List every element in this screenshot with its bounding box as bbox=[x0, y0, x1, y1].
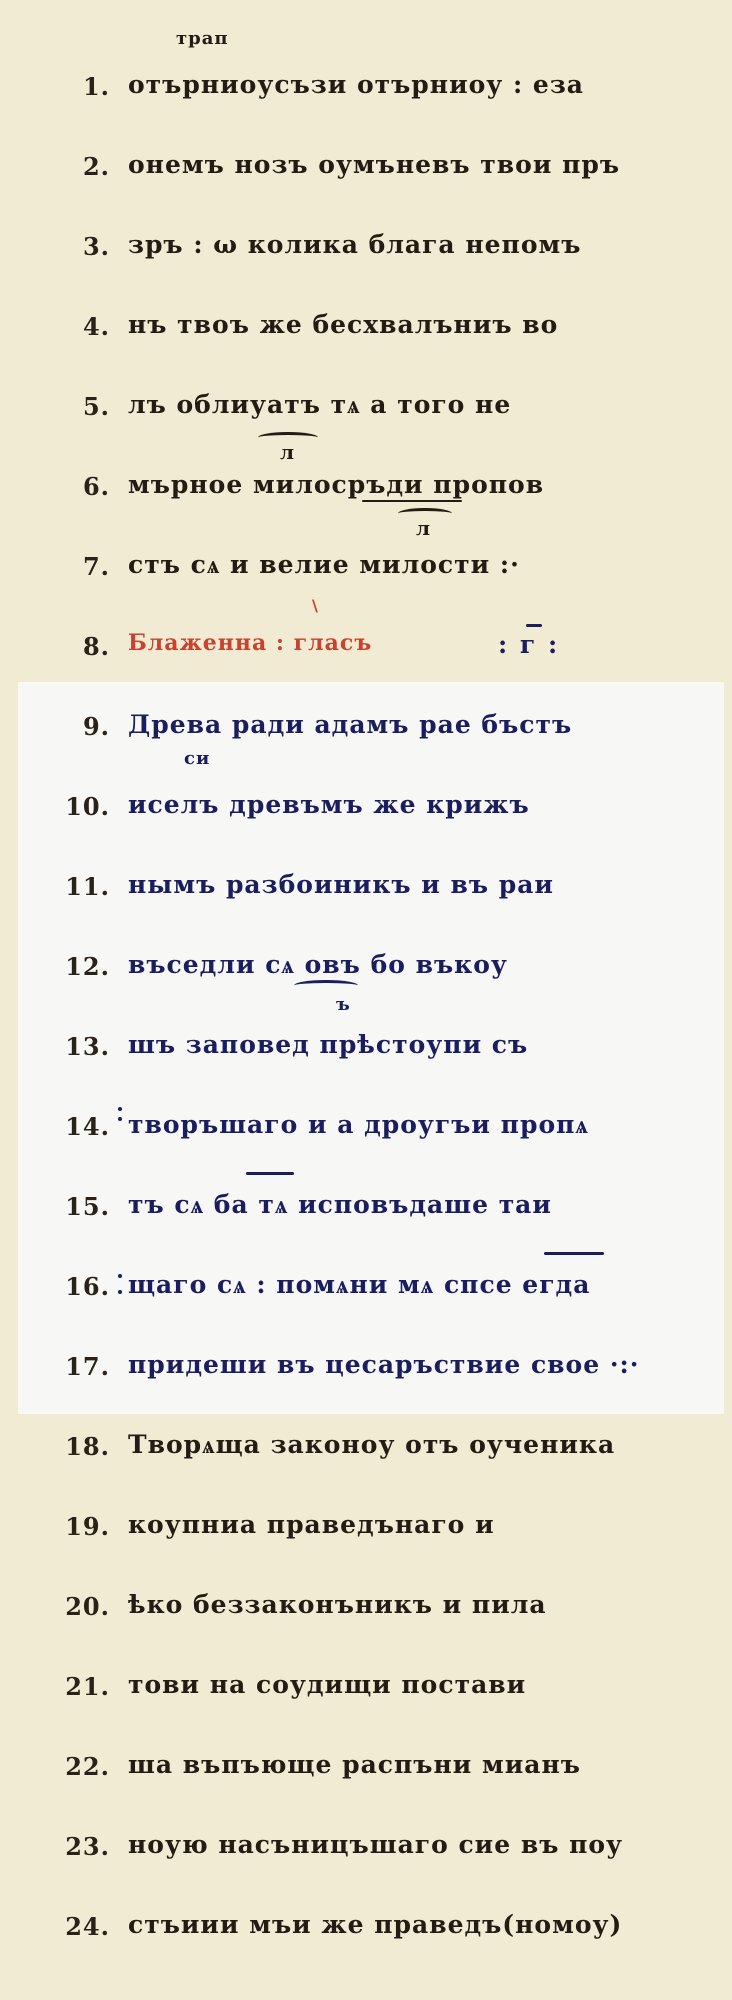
line-text: онемъ нозъ оумъневъ твои пръ bbox=[128, 150, 621, 179]
line-11 bbox=[0, 852, 732, 932]
line-number: 4. bbox=[82, 312, 110, 341]
line-21 bbox=[0, 1652, 732, 1732]
line13-superscript: ъ bbox=[336, 994, 351, 1015]
underline-mark bbox=[362, 500, 462, 502]
line-number: 7. bbox=[82, 552, 110, 581]
line-text: придеши въ цесаръствие свое ·:· bbox=[128, 1350, 640, 1379]
line-text: ѣко беззаконъникъ и пила bbox=[128, 1590, 547, 1619]
titlo-mark bbox=[526, 624, 542, 627]
titlo-mark bbox=[294, 980, 358, 991]
line-9 bbox=[0, 692, 732, 772]
line-4 bbox=[0, 292, 732, 372]
line-text: Блаженна : гласъ bbox=[128, 630, 373, 656]
line-text: нъ твоъ же бесхвалъниъ во bbox=[128, 310, 559, 339]
line-20 bbox=[0, 1572, 732, 1652]
line-text: щаго сѧ : помѧни мѧ спсе егда bbox=[128, 1270, 591, 1299]
line-text: стъиии мъи же праведъ(номоу) bbox=[128, 1910, 623, 1939]
line-18 bbox=[0, 1412, 732, 1492]
line-text: тови на соудищи постави bbox=[128, 1670, 527, 1699]
line-text: нымъ разбоиникъ и въ раи bbox=[128, 870, 554, 899]
line-text: шъ заповед прѣстоупи съ bbox=[128, 1030, 529, 1059]
line-number: 5. bbox=[82, 392, 110, 421]
line-8 bbox=[0, 612, 732, 692]
line-number: 10. bbox=[65, 792, 110, 821]
line-text: мърное милосръди пропов bbox=[128, 470, 545, 499]
line-19 bbox=[0, 1492, 732, 1572]
line6-superscript: л bbox=[280, 440, 296, 464]
line-number: 17. bbox=[65, 1352, 110, 1381]
line10-superscript: си bbox=[184, 748, 211, 769]
line-text: отърниоусъзи отърниоу : еза bbox=[128, 70, 584, 99]
line-number: 3. bbox=[82, 232, 110, 261]
line-number: 20. bbox=[65, 1592, 110, 1621]
tone-indicator: : г : bbox=[498, 630, 560, 659]
line-number: 13. bbox=[65, 1032, 110, 1061]
line-text: творъшаго и а дроугъи пропѧ bbox=[128, 1110, 589, 1139]
line-number: 1. bbox=[82, 72, 110, 101]
line-number: 8. bbox=[82, 632, 110, 661]
line-10 bbox=[0, 772, 732, 852]
line-1 bbox=[0, 52, 732, 132]
line-3 bbox=[0, 212, 732, 292]
line-7 bbox=[0, 532, 732, 612]
line-24 bbox=[0, 1892, 732, 1972]
line8-accent: \ bbox=[312, 596, 319, 615]
line7-superscript: л bbox=[416, 516, 432, 540]
line-text: коупниа праведънаго и bbox=[128, 1510, 495, 1539]
line-number: 9. bbox=[82, 712, 110, 741]
line-23 bbox=[0, 1812, 732, 1892]
line-text: въседли сѧ овъ бо въкоу bbox=[128, 950, 508, 979]
line-text: стъ сѧ и велие милости :· bbox=[128, 550, 520, 579]
line-number: 22. bbox=[65, 1752, 110, 1781]
line-text: Древа ради адамъ рае бъстъ bbox=[128, 710, 573, 739]
line-16 bbox=[0, 1252, 732, 1332]
line-number: 2. bbox=[82, 152, 110, 181]
top-superscript: трап bbox=[176, 28, 229, 49]
line-text: лъ облиуатъ тѧ а того не bbox=[128, 390, 512, 419]
line-number: 19. bbox=[65, 1512, 110, 1541]
line-text: тъ сѧ ба тѧ исповъдаше таи bbox=[128, 1190, 552, 1219]
line-14 bbox=[0, 1092, 732, 1172]
line-number: 15. bbox=[65, 1192, 110, 1221]
line-number: 11. bbox=[65, 872, 110, 901]
line-15 bbox=[0, 1172, 732, 1252]
line-number: 23. bbox=[65, 1832, 110, 1861]
line-13 bbox=[0, 1012, 732, 1092]
line-number: 21. bbox=[65, 1672, 110, 1701]
line-text: Творѧща законоу отъ оученика bbox=[128, 1430, 616, 1459]
line-text: ша въпъюще распъни мианъ bbox=[128, 1750, 581, 1779]
line-6 bbox=[0, 452, 732, 532]
line-number: 16. bbox=[65, 1272, 110, 1301]
line-12 bbox=[0, 932, 732, 1012]
line-text: иселъ древъмъ же крижъ bbox=[128, 790, 530, 819]
line-text: ноую насъницъшаго сие въ поу bbox=[128, 1830, 624, 1859]
line-number: 14. bbox=[65, 1112, 110, 1141]
line-22 bbox=[0, 1732, 732, 1812]
line-number: 24. bbox=[65, 1912, 110, 1941]
line-number: 12. bbox=[65, 952, 110, 981]
line-2 bbox=[0, 132, 732, 212]
line-number: 18. bbox=[65, 1432, 110, 1461]
line-17 bbox=[0, 1332, 732, 1412]
line-5 bbox=[0, 372, 732, 452]
line-text: зръ : ω колика блага непомъ bbox=[128, 230, 582, 259]
line-number: 6. bbox=[82, 472, 110, 501]
